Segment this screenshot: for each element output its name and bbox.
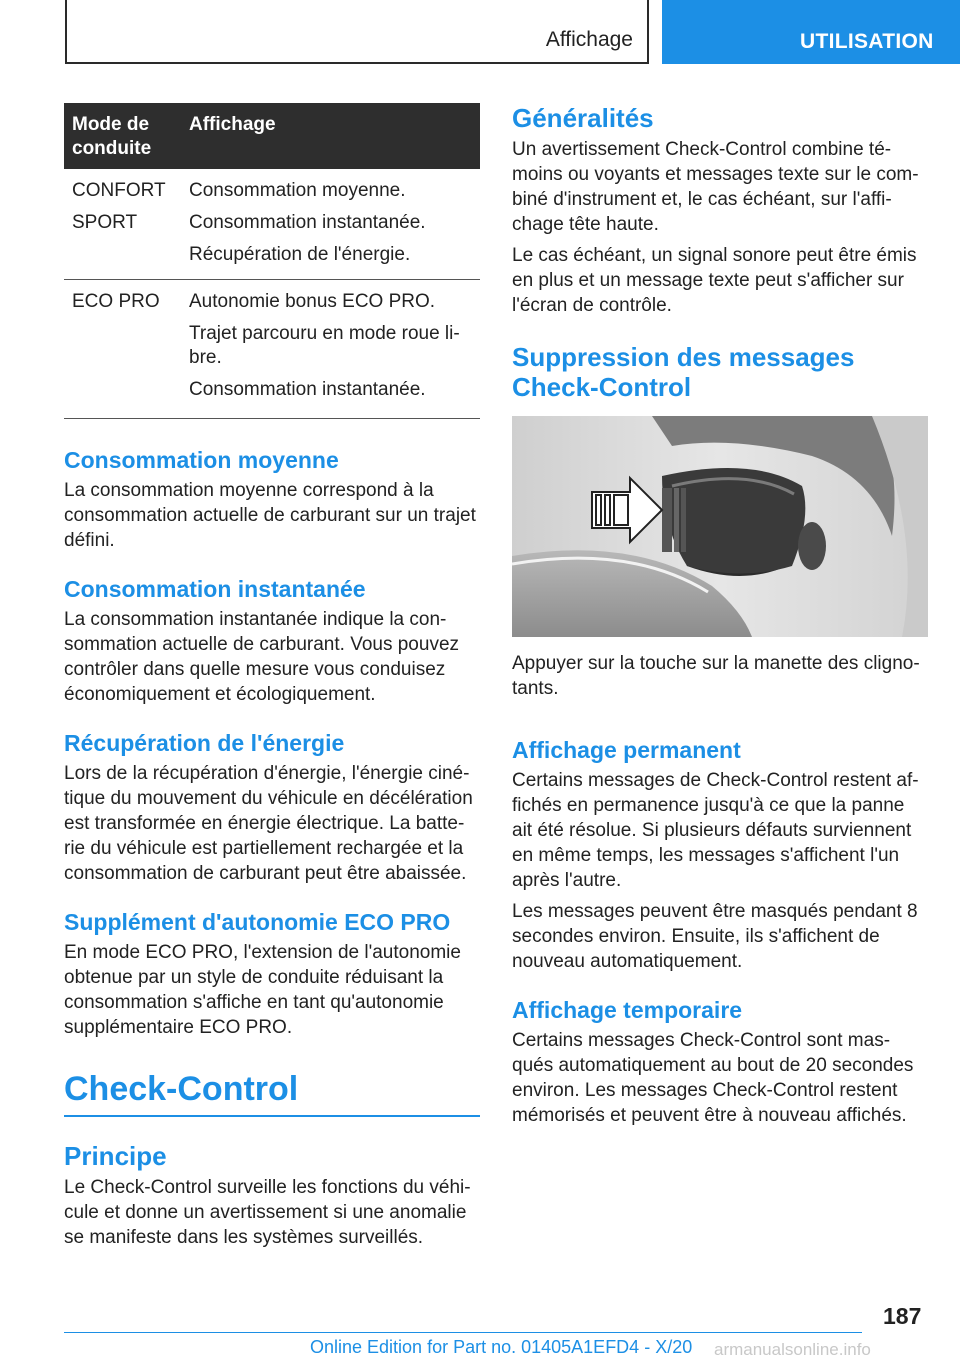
chapter-title-check-control: Check-Control <box>64 1069 480 1117</box>
display-item: Autonomie bonus ECO PRO. <box>189 291 436 312</box>
header-section-box <box>662 0 960 64</box>
table-header-row <box>64 103 480 169</box>
table-header-mode: Mode de conduite <box>64 103 181 169</box>
display-item: Consommation instantanée. <box>189 212 426 233</box>
header-section: UTILISATION <box>800 30 934 53</box>
mode-name: SPORT <box>72 212 138 233</box>
footer-divider <box>64 1332 862 1333</box>
section-title: Consommation instantanée <box>64 576 366 602</box>
table-cell-displays <box>181 280 480 419</box>
table-row <box>64 280 480 419</box>
principe-text: Le Check-Control surveille les fonctions du véhi-cule et donne un avertissement si une anomalie se manifeste dans les systèmes surveillés. <box>64 1177 471 1248</box>
table-cell-modes <box>64 280 181 419</box>
section-text: La consommation moyenne correspond à la consommation actuelle de carburant sur un trajet défini. <box>64 480 476 551</box>
display-item: Trajet parcouru en mode roue li-bre. <box>189 323 460 368</box>
section-title-temporaire: Affichage temporaire <box>512 997 743 1023</box>
table-row <box>64 169 480 280</box>
section-title-suppression: Suppression des messages Check-Control <box>512 342 855 402</box>
permanent-text-1: Certains messages de Check-Control restent af-fichés en permanence jusqu'à ce que la panne ait été résolue. Si plusieurs défauts surviennent en même temps, les messages s'affichent l'un après l'autre. <box>512 770 919 891</box>
section-title-generalites: Généralités <box>512 103 654 133</box>
generalites-text-1: Un avertissement Check-Control combine té-moins ou voyants et messages texte sur le com-biné d'instrument et, le cas échéant, sur l'affi-chage tête haute. <box>512 139 919 235</box>
left-column <box>64 103 480 1250</box>
section-title: Supplément d'autonomie ECO PRO <box>64 909 451 935</box>
table-header-display: Affichage <box>181 103 480 169</box>
section-title-principe: Principe <box>64 1141 167 1171</box>
generalites-text-2: Le cas échéant, un signal sonore peut être émis en plus et un message texte peut s'afficher sur l'écran de contrôle. <box>512 245 917 316</box>
lever-button-icon <box>512 416 928 637</box>
section-text: En mode ECO PRO, l'extension de l'autonomie obtenue par un style de conduite réduisant la consommation s'affiche en tant qu'autonomie supplémentaire ECO PRO. <box>64 942 461 1038</box>
display-item: Consommation moyenne. <box>189 180 406 201</box>
figure-caption: Appuyer sur la touche sur la manette des cligno-tants. <box>512 653 920 699</box>
section-title: Récupération de l'énergie <box>64 730 345 756</box>
page-number: 187 <box>883 1303 922 1329</box>
watermark: armanualsonline.info <box>714 1340 871 1359</box>
right-column <box>512 103 928 1128</box>
footer-edition: Online Edition for Part no. 01405A1EFD4 - X/20 <box>310 1337 693 1357</box>
temporaire-text-1: Certains messages Check-Control sont mas-qués automatiquement au bout de 20 secondes environ. Les messages Check-Control restent mémorisés et peuvent être à nouveau affichés. <box>512 1030 914 1126</box>
section-title-permanent: Affichage permanent <box>512 737 741 763</box>
mode-name: ECO PRO <box>72 291 160 312</box>
header-chapter: Affichage <box>545 28 633 51</box>
table-cell-modes <box>64 169 181 280</box>
section-eco-pro-range <box>64 908 480 1040</box>
section-instant-consumption <box>64 575 480 707</box>
section-energy-recovery <box>64 729 480 886</box>
section-average-consumption <box>64 446 480 553</box>
mode-name: CONFORT <box>72 180 166 201</box>
header-chapter-box <box>65 0 649 64</box>
turn-signal-lever-illustration <box>512 416 928 637</box>
driving-mode-table <box>64 103 480 419</box>
table-cell-displays <box>181 169 480 280</box>
permanent-text-2: Les messages peuvent être masqués pendant 8 secondes environ. Ensuite, ils s'affichent de nouveau automatiquement. <box>512 901 918 972</box>
section-text: Lors de la récupération d'énergie, l'énergie ciné-tique du mouvement du véhicule en décélération est transformée en énergie électrique. La batte-rie du véhicule est partiellement rechargée et la consommation de carburant peut être abaissée. <box>64 763 473 884</box>
display-item: Consommation instantanée. <box>189 379 426 400</box>
section-title: Consommation moyenne <box>64 447 339 473</box>
display-item: Récupération de l'énergie. <box>189 244 411 265</box>
section-text: La consommation instantanée indique la con-sommation actuelle de carburant. Vous pouvez contrôler dans quelle mesure vous conduisez économiquement et écologiquement. <box>64 609 460 705</box>
